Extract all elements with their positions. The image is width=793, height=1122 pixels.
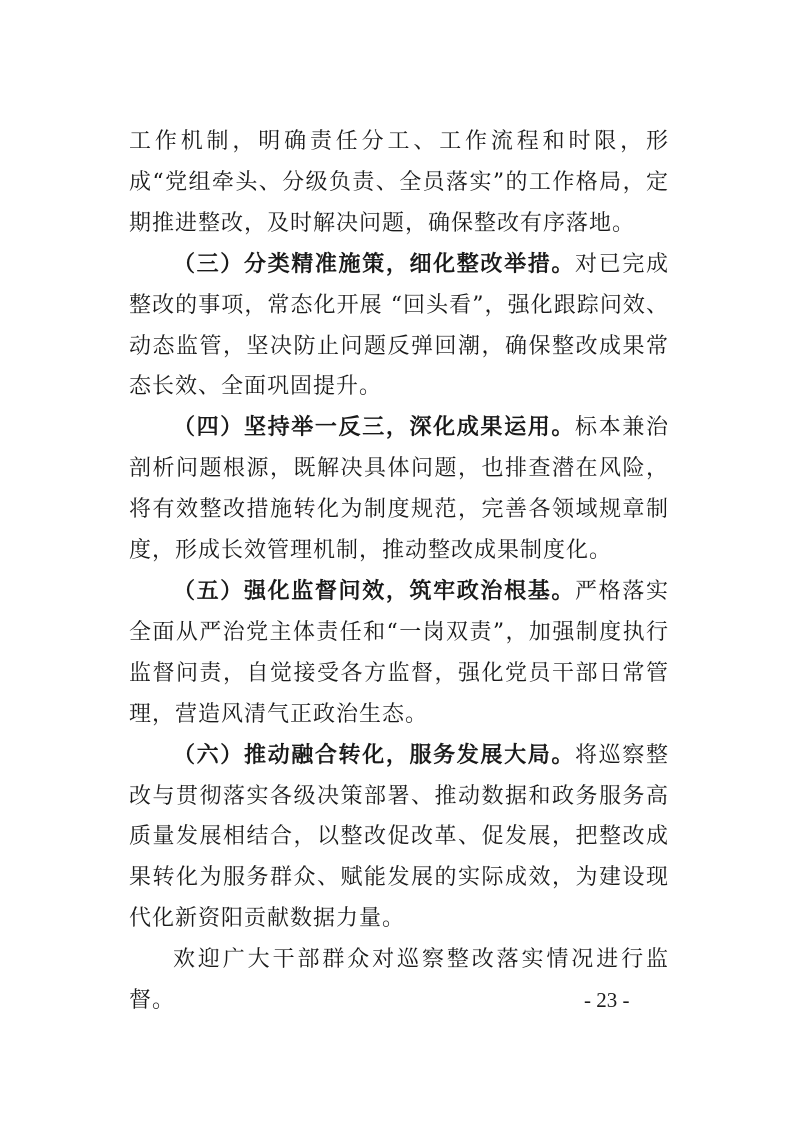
- paragraph-body: 对已完成整改的事项，常态化开展 “回头看”，强化跟踪问效、动态监管，坚决防止问题反弹回潮，确保整改成果常态长效、全面巩固提升。: [129, 251, 669, 400]
- paragraph-body: 标本兼治剖析问题根源，既解决具体问题，也排查潜在风险，将有效整改措施转化为制度规范，完善各领域规章制度，形成长效管理机制，推动整改成果制度化。: [129, 415, 669, 564]
- paragraph-body: 严格落实全面从严治党主体责任和“一岗双责”，加强制度执行监督问责，自觉接受各方监督，强化党员干部日常管理，营造风清气正政治生态。: [129, 578, 669, 727]
- paragraph-body: 将巡察整改与贯彻落实各级决策部署、推动数据和政务服务高质量发展相结合，以整改促改革、促发展，把整改成果转化为服务群众、赋能发展的实际成效，为建设现代化新资阳贡献数据力量。: [129, 742, 669, 932]
- section-heading-5: （五）强化监督问效，筑牢政治根基。: [173, 578, 576, 604]
- paragraph-section-3: [129, 245, 669, 409]
- section-heading-6: （六）推动融合转化，服务发展大局。: [173, 742, 576, 768]
- page-number: - 23 -: [584, 988, 630, 1012]
- paragraph-body: 工作机制，明确责任分工、工作流程和时限，形成“党组牵头、分级负责、全员落实”的工作格局，定期推进整改，及时解决问题，确保整改有序落地。: [129, 129, 669, 236]
- section-heading-4: （四）坚持举一反三，深化成果运用。: [173, 415, 576, 441]
- paragraph-section-6: [129, 736, 669, 941]
- paragraph-section-4: [129, 408, 669, 572]
- body-text: [129, 122, 669, 1022]
- paragraph-body: 欢迎广大干部群众对巡察整改落实情况进行监督。: [129, 947, 669, 1014]
- paragraph-continuation: [129, 122, 669, 245]
- paragraph-section-5: [129, 572, 669, 736]
- section-heading-3: （三）分类精准施策，细化整改举措。: [173, 251, 576, 277]
